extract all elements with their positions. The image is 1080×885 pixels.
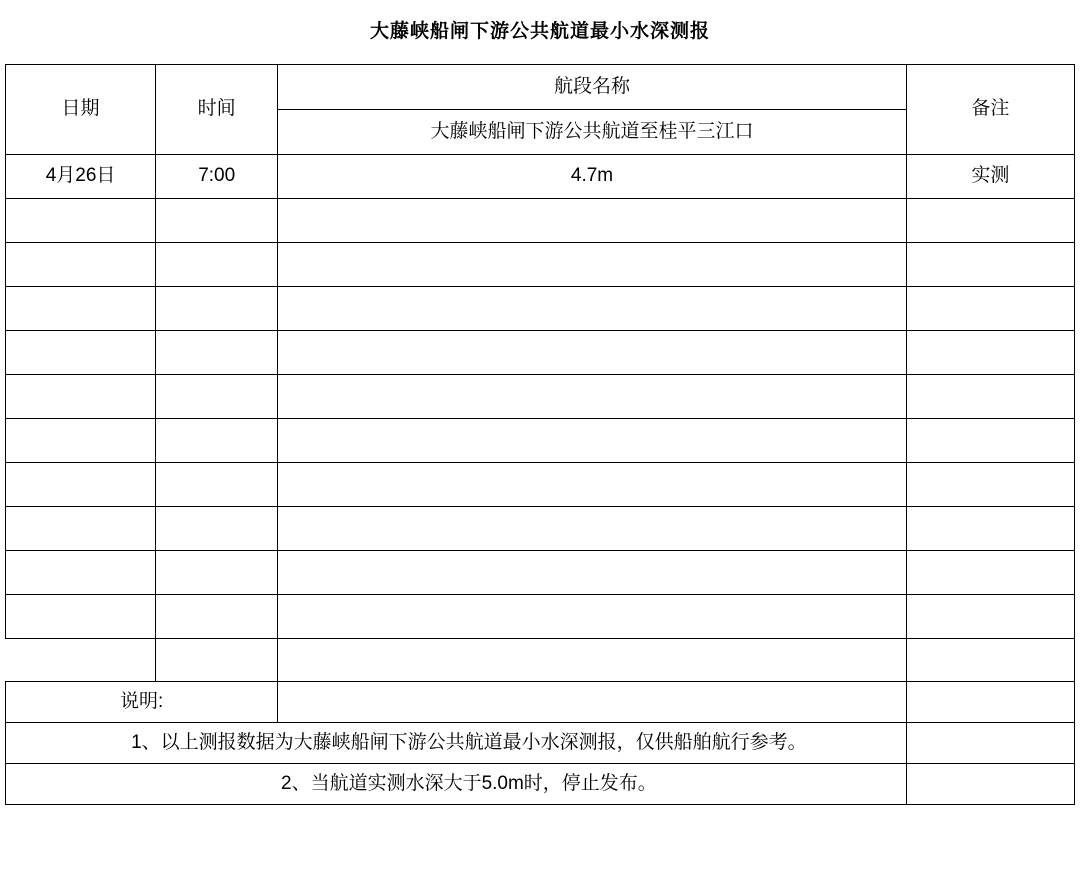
cell-time <box>156 463 278 507</box>
spacer-cell-remark <box>906 639 1074 682</box>
title-row <box>6 0 1075 65</box>
cell-time <box>156 331 278 375</box>
cell-remark <box>906 331 1074 375</box>
table-row <box>6 551 1075 595</box>
cell-time <box>156 507 278 551</box>
header-row-top <box>6 65 1075 110</box>
table-row <box>6 507 1075 551</box>
notes-heading: 说明: <box>6 682 278 723</box>
cell-date <box>6 595 156 639</box>
cell-date: 4月26日 <box>6 155 156 199</box>
table-row <box>6 243 1075 287</box>
cell-remark <box>906 375 1074 419</box>
page-title: 大藤峡船闸下游公共航道最小水深测报 <box>369 20 710 42</box>
table-row <box>6 287 1075 331</box>
column-header-date: 日期 <box>6 65 156 155</box>
table-row <box>6 595 1075 639</box>
water-depth-report-table <box>5 0 1075 805</box>
notes-heading-row <box>6 682 1075 723</box>
cell-depth <box>278 507 907 551</box>
cell-remark <box>906 243 1074 287</box>
cell-date <box>6 419 156 463</box>
note-item-row <box>6 723 1075 764</box>
table-row <box>6 155 1075 199</box>
table-row <box>6 331 1075 375</box>
cell-date <box>6 331 156 375</box>
table-row <box>6 419 1075 463</box>
cell-date <box>6 287 156 331</box>
cell-depth <box>278 199 907 243</box>
cell-date <box>6 243 156 287</box>
note-item-2: 2、当航道实测水深大于5.0m时，停止发布。 <box>6 764 907 805</box>
spacer-row <box>6 639 1075 682</box>
cell-depth: 4.7m <box>278 155 907 199</box>
cell-depth <box>278 331 907 375</box>
table-row <box>6 375 1075 419</box>
table-row <box>6 199 1075 243</box>
cell-time <box>156 595 278 639</box>
cell-remark <box>906 287 1074 331</box>
column-header-time: 时间 <box>156 65 278 155</box>
column-header-section-title: 航段名称 <box>278 65 907 110</box>
column-header-section-name: 大藤峡船闸下游公共航道至桂平三江口 <box>278 110 907 155</box>
cell-remark: 实测 <box>906 155 1074 199</box>
cell-depth <box>278 595 907 639</box>
cell-depth <box>278 463 907 507</box>
cell-date <box>6 199 156 243</box>
cell-remark <box>906 551 1074 595</box>
note-spacer-remark-1 <box>906 723 1074 764</box>
cell-remark <box>906 199 1074 243</box>
cell-date <box>6 463 156 507</box>
cell-remark <box>906 419 1074 463</box>
cell-time <box>156 375 278 419</box>
notes-spacer-remark <box>906 682 1074 723</box>
spacer-cell-depth <box>278 639 907 682</box>
cell-remark <box>906 507 1074 551</box>
spacer-cell-time <box>156 639 278 682</box>
cell-date <box>6 375 156 419</box>
note-item-1: 1、以上测报数据为大藤峡船闸下游公共航道最小水深测报，仅供船舶航行参考。 <box>6 723 907 764</box>
cell-depth <box>278 375 907 419</box>
cell-time <box>156 199 278 243</box>
cell-time: 7:00 <box>156 155 278 199</box>
cell-date <box>6 551 156 595</box>
cell-depth <box>278 243 907 287</box>
cell-remark <box>906 463 1074 507</box>
cell-time <box>156 551 278 595</box>
cell-depth <box>278 419 907 463</box>
spacer-cell-left <box>6 639 156 682</box>
note-spacer-remark-2 <box>906 764 1074 805</box>
cell-time <box>156 243 278 287</box>
notes-spacer-depth <box>278 682 907 723</box>
cell-depth <box>278 551 907 595</box>
table-row <box>6 463 1075 507</box>
cell-depth <box>278 287 907 331</box>
cell-date <box>6 507 156 551</box>
cell-time <box>156 287 278 331</box>
cell-remark <box>906 595 1074 639</box>
column-header-remark: 备注 <box>906 65 1074 155</box>
note-item-row <box>6 764 1075 805</box>
cell-time <box>156 419 278 463</box>
